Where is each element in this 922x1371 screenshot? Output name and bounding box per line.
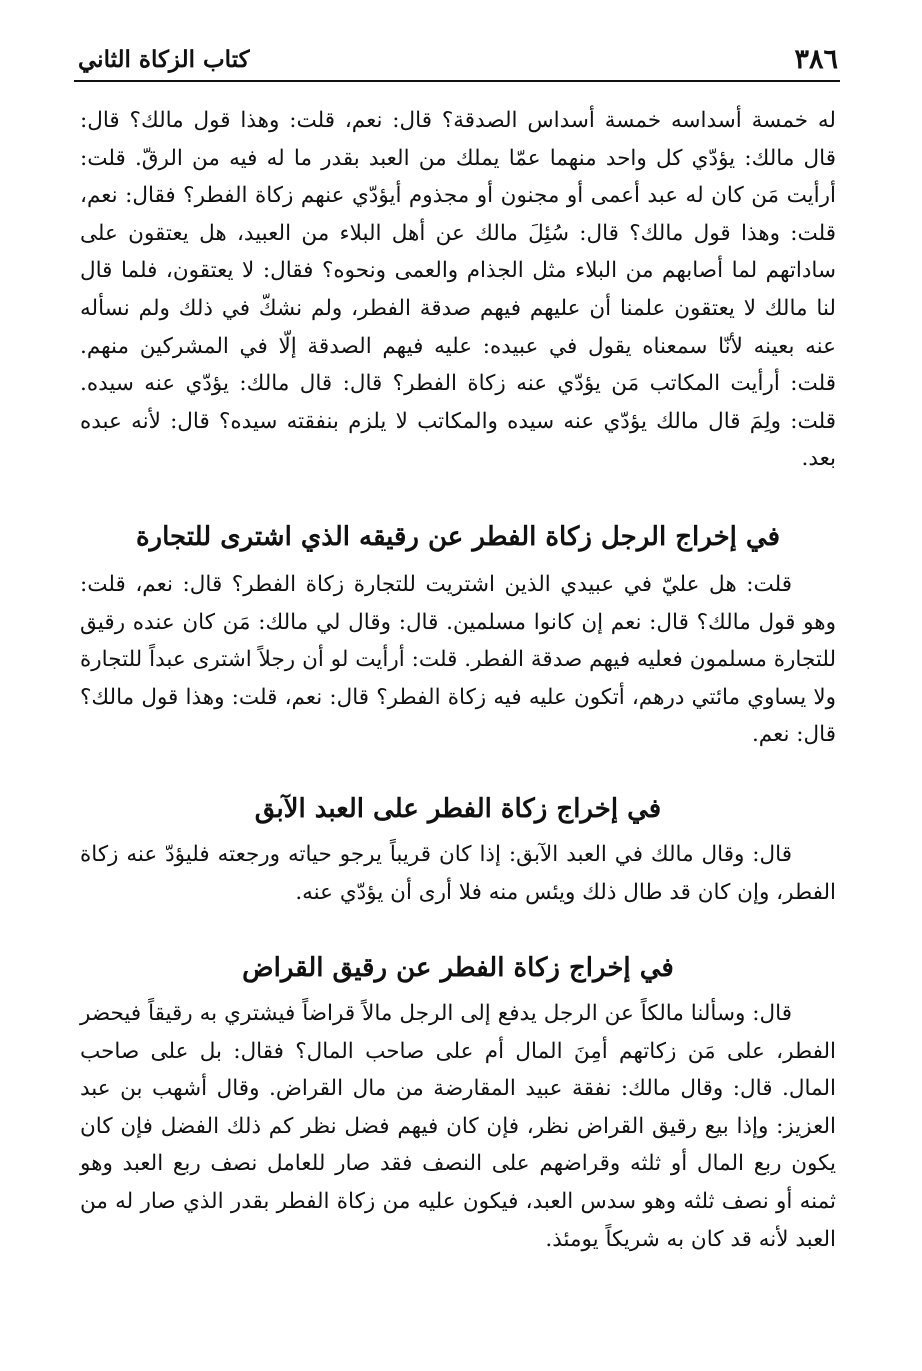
page-body [80,102,836,1258]
page-number: ٣٨٦ [794,44,838,75]
page-header [78,38,838,78]
section-heading-qirad-slaves: في إخراج زكاة الفطر عن رقيق القراض [242,953,674,984]
paragraph-continued: له خمسة أسداسه خمسة أسداس الصدقة؟ قال: نعم، قلت: وهذا قول مالك؟ قال: قال مالك: يؤدّي كل واحد منهما عمّا يملك من العبد بقدر ما له فيه من الرقّ. قلت: أرأيت مَن كان له عبد أعمى أو مجنون أو مجذوم أيؤدّي عنهم زكاة الفطر؟ فقال: نعم، قلت: وهذا قول مالك؟ قال: سُئِلَ مالك عن أهل البلاء من العبيد، هل يعتقون على ساداتهم لما أصابهم من البلاء مثل الجذام والعمى ونحوه؟ فقال: لا يعتقون، فلما قال لنا مالك لا يعتقون علمنا أن عليهم فيهم صدقة الفطر، ولم نشكّ في ذلك ولم نسأله عنه بعينه لأنّا سمعناه يقول في عبيده: عليه فيهم الصدقة إلّا في المشركين منهم. قلت: أرأيت المكاتب مَن يؤدّي عنه زكاة الفطر؟ قال: قال مالك: يؤدّي عنه سيده. قلت: ولِمَ قال مالك يؤدّي عنه سيده والمكاتب لا يلزم بنفقته سيده؟ قال: لأنه عبده بعد. [80,108,836,472]
paragraph-qirad-slaves: قال: وسألنا مالكاً عن الرجل يدفع إلى الرجل مالاً قراضاً فيشتري به رقيقاً فيحضر الفطر، على مَن زكاتهم أمِنَ المال أم على صاحب المال؟ فقال: بل على صاحب المال. قال: وقال مالك: نفقة عبيد المقارضة من مال القراض. وقال أشهب بن عبد العزيز: وإذا بيع رقيق القراض نظر، فإن كان فيهم فضل نظر كم ذلك الفضل فإن كان يكون ربع المال أو ثلثه وقراضهم على النصف فقد صار للعامل نصف ربع العبد وهو ثمنه أو نصف ثلثه وهو سدس العبد، فيكون عليه من زكاة الفطر بقدر الذي صار له من العبد لأنه قد كان به شريكاً يومئذ. [80,1001,836,1252]
paragraph-trade-slaves: قلت: هل عليّ في عبيدي الذين اشتريت للتجارة زكاة الفطر؟ قال: نعم، قلت: وهو قول مالك؟ قال: نعم إن كانوا مسلمين. قال: وقال لي مالك: مَن كان عنده رقيق للتجارة مسلمون فعليه فيهم صدقة الفطر. قلت: أرأيت لو أن رجلاً اشترى عبداً للتجارة ولا يساوي مائتي درهم، أتكون عليه فيه زكاة الفطر؟ قال: نعم، قلت: وهذا قول مالك؟ قال: نعم. [80,571,836,748]
header-divider [74,80,840,82]
section-heading-trade-slaves: في إخراج الرجل زكاة الفطر عن رقيقه الذي اشترى للتجارة [135,521,781,552]
paragraph-runaway-slave: قال: وقال مالك في العبد الآبق: إذا كان قريباً يرجو حياته ورجعته فليؤدّ عنه زكاة الفطر، وإن كان قد طال ذلك ويئس منه فلا أرى أن يؤدّي عنه. [80,841,836,905]
running-title: كتاب الزكاة الثاني [78,46,250,73]
section-heading-runaway-slave: في إخراج زكاة الفطر على العبد الآبق [254,793,662,824]
